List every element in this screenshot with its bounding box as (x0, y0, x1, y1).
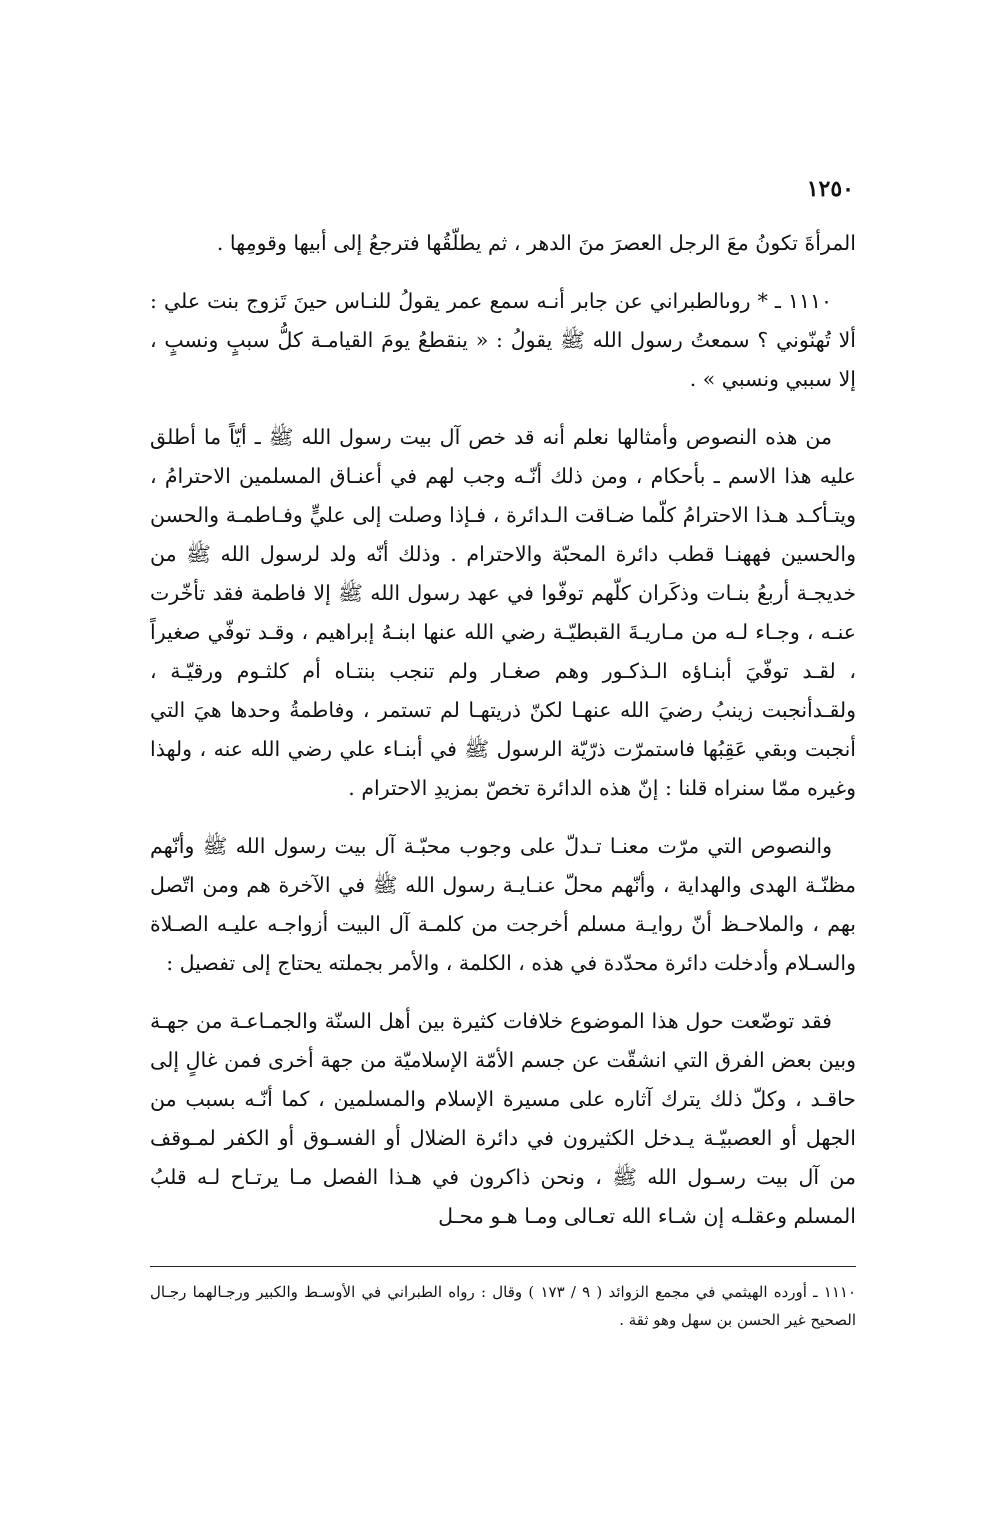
paragraph-ahl-al-bayt-rulings: من هذه النصوص وأمثالها نعلم أنه قد خص آل بيت رسول الله ﷺ ـ أيّاً ما أطلق عليه هذا الاسم ـ بأحكام ، ومن ذلك أنّـه وجب لهم في أعنـاق المسلمين الاحترامُ ، ويتـأكـد هـذا الاحترامُ كلّما ضـاقت الـدائرة ، فـإذا وصلت إلى عليٍّ وفـاطمـة والحسن والحسين فههنـا قطب دائرة المحبّة والاحترام . وذلك أنّه ولد لرسول الله ﷺ من خديجـة أربعُ بنـات وذكَران كلّهم توفّوا في عهد رسول الله ﷺ إلا فاطمة فقد تأخّرت عنـه ، وجـاء لـه من مـاريـةَ القبطيّـة رضي الله عنها ابنـهُ إبراهيم ، وقـد توفّي صغيراً ، لقـد توفّيَ أبنـاؤه الـذكـور وهم صغـار ولم تنجب بنتـاه أم كلثـوم ورقيّـة ، ولقـدأنجبت زينبُ رضيَ الله عنهـا لكنّ ذريتهـا لم تستمر ، وفاطمةُ وحدها هيَ التي أنجبت وبقي عَقِبُها فاستمرّت ذرّيّة الرسول ﷺ في أبنـاء علي رضي الله عنه ، ولهذا وغيره ممّا سنراه قلنا : إنّ هذه الدائرة تخصّ بمزيدِ الاحترام . (150, 425, 856, 800)
footnote-text: ١١١٠ ـ أورده الهيثمي في مجمع الزوائد ( ٩ / ١٧٣ ) وقال : رواه الطبراني في الأوسـط والكبير ورجـالهما رجـال الصحيح غير الحسن بن سهل وهو ثقة . (150, 1283, 857, 1329)
paragraph-continuation: المرأةَ تكونُ معَ الرجل العصرَ منَ الدهر ، ثم يطلّقُها فترجعُ إلى أبيها وقومِها . (216, 231, 856, 255)
main-text (150, 224, 856, 1255)
paragraph-disputes: فقد توضّعت حول هذا الموضوع خلافات كثيرة بين أهل السنّة والجمـاعـة من جهـة وبين بعض الفرق التي انشقّت عن جسم الأمّة الإسلاميّة من جهة أخرى فمن غالٍ إلى حاقـد ، وكلّ ذلك يترك آثاره على مسيرة الإسلام والمسلمين ، كما أنّـه بسبب من الجهل أو العصبيّـة يـدخل الكثيرون في دائرة الضلال أو الفسـوق أو الكفر لمـوقف من آل بيت رسـول الله ﷺ ، ونحن ذاكرون في هـذا الفصل مـا يرتـاح لـه قلبُ المسلم وعقلـه إن شـاء الله تعـالى ومـا هـو محـل (150, 1009, 856, 1228)
paragraph-hadith-1110: ١١١٠ ـ * روىالطبراني عن جابر أنـه سمع عمر يقولُ للنـاس حينَ تَزوج بنت علي : ألا تُهنّوني ؟ سمعتُ رسول الله ﷺ يقولُ : « ينقطعُ يومَ القيامـة كلُّ سببٍ ونسبٍ ، إلا سببي ونسبي » . (150, 289, 856, 391)
footnote-divider (150, 1266, 856, 1267)
page-number: ١٢٥٠ (806, 176, 854, 202)
footnote (150, 1278, 856, 1334)
paragraph-love-of-ahl-al-bayt: والنصوص التي مرّت معنـا تـدلّ على وجوب محبّـة آل بيت رسول الله ﷺ وأنّهم مظنّـة الهدى والهداية ، وأنّهم محلّ عنـايـة رسول الله ﷺ في الآخرة هم ومن اتّصل بهم ، والملاحـظ أنّ روايـة مسلم أخرجت من كلمـة آل البيت أزواجـه عليـه الصـلاة والسـلام وأدخلت دائرة محدّدة في هذه ، الكلمة ، والأمر بجملته يحتاج إلى تفصيل : (150, 834, 856, 975)
